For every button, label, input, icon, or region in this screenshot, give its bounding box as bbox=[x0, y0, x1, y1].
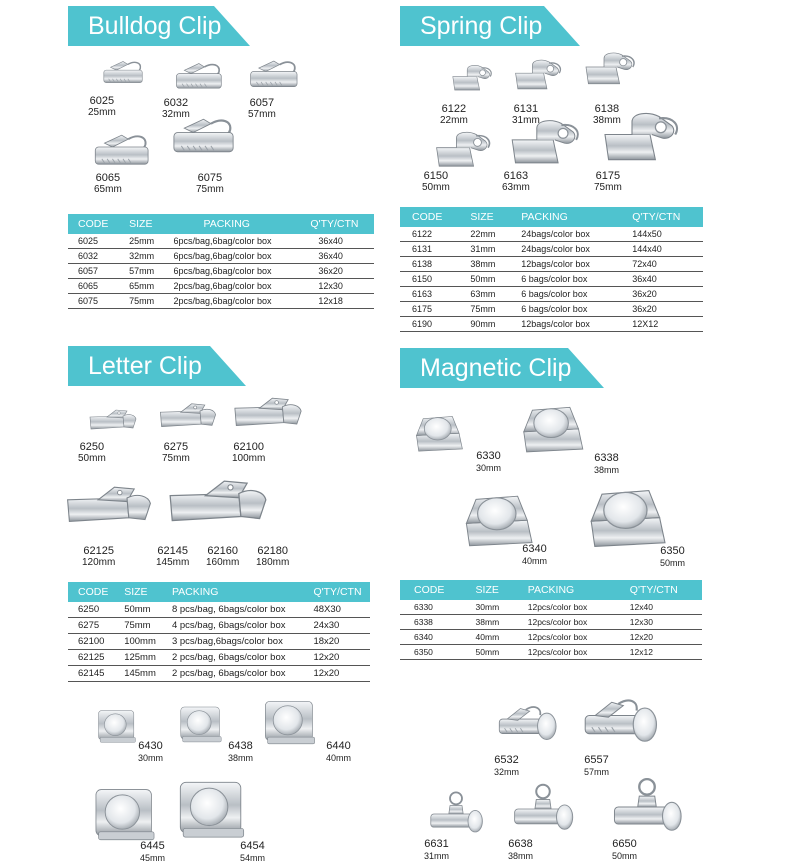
product-code: 6454 bbox=[240, 840, 265, 852]
product-label bbox=[476, 450, 501, 474]
magnetic-square-clip-icon bbox=[178, 700, 224, 748]
product-label bbox=[162, 97, 190, 121]
cell: 6190 bbox=[400, 317, 458, 332]
cell: 24x30 bbox=[303, 618, 370, 634]
table-row bbox=[400, 615, 702, 630]
cell: 3 pcs/bag,6bags/color box bbox=[162, 634, 304, 650]
product-size: 38mm bbox=[593, 115, 621, 126]
table-row bbox=[400, 317, 703, 332]
column-header: Q'TY/CTN bbox=[616, 580, 702, 600]
spring-clip-icon bbox=[510, 54, 566, 98]
cell: 2 pcs/bag, 6bags/color box bbox=[162, 666, 304, 682]
table-row bbox=[68, 264, 374, 279]
cell: 6150 bbox=[400, 272, 458, 287]
cell: 62125 bbox=[68, 650, 114, 666]
table-row bbox=[68, 249, 374, 264]
product-code: 6057 bbox=[249, 97, 275, 109]
section-title: Spring Clip bbox=[420, 11, 543, 40]
magnetic-bulldog-clip-icon bbox=[508, 782, 578, 836]
cell: 36x40 bbox=[300, 234, 374, 249]
cell: 75mm bbox=[119, 294, 163, 309]
magnetic-square-clip-icon bbox=[262, 694, 318, 750]
cell: 6032 bbox=[68, 249, 119, 264]
product-label bbox=[78, 441, 106, 465]
product-label bbox=[494, 754, 519, 778]
product-size: 38mm bbox=[228, 753, 254, 763]
bulldog-spec-table bbox=[68, 214, 374, 309]
product-label bbox=[140, 840, 165, 864]
product-size: 57mm bbox=[584, 767, 610, 777]
cell: 145mm bbox=[114, 666, 162, 682]
product-label bbox=[508, 838, 533, 862]
product-label bbox=[232, 441, 265, 465]
cell: 12pcs/color box bbox=[514, 630, 616, 645]
cell: 75mm bbox=[458, 302, 509, 317]
table-header-row bbox=[68, 214, 374, 234]
cell: 65mm bbox=[119, 279, 163, 294]
product-label bbox=[138, 740, 163, 764]
product-code: 6122 bbox=[441, 103, 467, 115]
table-row bbox=[68, 634, 370, 650]
spring-clip-banner bbox=[400, 6, 580, 46]
cell: 62145 bbox=[68, 666, 114, 682]
column-header: SIZE bbox=[462, 580, 514, 600]
product-code: 62180 bbox=[257, 545, 288, 557]
cell: 6075 bbox=[68, 294, 119, 309]
cell: 12pcs/color box bbox=[514, 645, 616, 660]
product-size: 22mm bbox=[440, 115, 468, 126]
cell: 2 pcs/bag, 6bags/color box bbox=[162, 650, 304, 666]
cell: 36x40 bbox=[300, 249, 374, 264]
magnetic-bulldog-clip-icon bbox=[494, 700, 560, 750]
section-title: Bulldog Clip bbox=[88, 11, 222, 40]
cell: 24bags/color box bbox=[509, 242, 620, 257]
product-code: 6032 bbox=[163, 97, 189, 109]
cell: 36x40 bbox=[620, 272, 703, 287]
cell: 6350 bbox=[400, 645, 462, 660]
table-row bbox=[400, 242, 703, 257]
product-label bbox=[228, 740, 253, 764]
cell: 36x20 bbox=[620, 287, 703, 302]
product-size: 120mm bbox=[82, 557, 116, 568]
cell: 6pcs/bag,6bag/color box bbox=[163, 264, 300, 279]
cell: 12x30 bbox=[300, 279, 374, 294]
product-label bbox=[440, 103, 468, 127]
table-row bbox=[68, 294, 374, 309]
cell: 6138 bbox=[400, 257, 458, 272]
magnetic-clip-icon bbox=[518, 396, 590, 456]
cell: 6 bags/color box bbox=[509, 302, 620, 317]
product-label bbox=[584, 754, 609, 778]
cell: 12x20 bbox=[616, 630, 702, 645]
cell: 12x40 bbox=[616, 600, 702, 615]
product-label bbox=[594, 170, 622, 194]
cell: 6057 bbox=[68, 264, 119, 279]
cell: 144x50 bbox=[620, 227, 703, 242]
product-code: 6631 bbox=[424, 838, 449, 850]
cell: 6338 bbox=[400, 615, 462, 630]
product-code: 6338 bbox=[594, 452, 619, 464]
cell: 50mm bbox=[114, 602, 162, 618]
table-row bbox=[400, 287, 703, 302]
bulldog-clip-banner bbox=[68, 6, 250, 46]
column-header: SIZE bbox=[119, 214, 163, 234]
cell: 12x20 bbox=[303, 666, 370, 682]
magnetic-clip-icon bbox=[584, 476, 674, 552]
bulldog-clip-icon bbox=[246, 55, 304, 95]
table-header-row bbox=[400, 580, 702, 600]
product-label bbox=[206, 545, 239, 569]
product-size: 38mm bbox=[594, 465, 620, 475]
bulldog-clip-icon bbox=[100, 58, 148, 88]
product-code: 6065 bbox=[95, 172, 121, 184]
letter-clip-banner bbox=[68, 346, 246, 386]
product-code: 6340 bbox=[522, 543, 547, 555]
magnetic-bulldog-clip-icon bbox=[424, 790, 488, 838]
product-size: 145mm bbox=[156, 557, 190, 568]
spring-clip-icon bbox=[430, 126, 496, 176]
table-header-row bbox=[68, 582, 370, 602]
cell: 6pcs/bag,6bag/color box bbox=[163, 234, 300, 249]
cell: 40mm bbox=[462, 630, 514, 645]
cell: 125mm bbox=[114, 650, 162, 666]
cell: 30mm bbox=[462, 600, 514, 615]
product-code: 6638 bbox=[508, 838, 533, 850]
product-code: 6650 bbox=[612, 838, 637, 850]
column-header: PACKING bbox=[162, 582, 304, 602]
cell: 90mm bbox=[458, 317, 509, 332]
product-size: 63mm bbox=[502, 182, 530, 193]
spring-clip-icon bbox=[448, 60, 496, 98]
letter-clip-icon bbox=[64, 478, 154, 536]
product-code: 62160 bbox=[207, 545, 238, 557]
cell: 4 pcs/bag, 6bags/color box bbox=[162, 618, 304, 634]
product-code: 62100 bbox=[233, 441, 264, 453]
cell: 36x20 bbox=[300, 264, 374, 279]
cell: 31mm bbox=[458, 242, 509, 257]
product-label bbox=[593, 103, 621, 127]
cell: 6275 bbox=[68, 618, 114, 634]
column-header: Q'TY/CTN bbox=[300, 214, 374, 234]
product-code: 6445 bbox=[140, 840, 165, 852]
cell: 12bags/color box bbox=[509, 257, 620, 272]
product-size: 30mm bbox=[476, 463, 502, 473]
product-code: 6025 bbox=[89, 95, 115, 107]
table-row bbox=[68, 279, 374, 294]
product-label bbox=[82, 545, 115, 569]
product-code: 6275 bbox=[163, 441, 189, 453]
table-row bbox=[400, 645, 702, 660]
magnetic-clip-banner bbox=[400, 348, 604, 388]
product-size: 160mm bbox=[206, 557, 240, 568]
product-size: 40mm bbox=[522, 556, 548, 566]
product-code: 6075 bbox=[197, 172, 223, 184]
cell: 2pcs/bag,6bag/color box bbox=[163, 294, 300, 309]
cell: 12x20 bbox=[303, 650, 370, 666]
cell: 8 pcs/bag, 6bags/color box bbox=[162, 602, 304, 618]
letter-clip-icon bbox=[88, 404, 138, 438]
cell: 72x40 bbox=[620, 257, 703, 272]
product-label bbox=[326, 740, 351, 764]
product-code: 6330 bbox=[476, 450, 501, 462]
section-title: Letter Clip bbox=[88, 351, 202, 380]
cell: 36x20 bbox=[620, 302, 703, 317]
cell: 18x20 bbox=[303, 634, 370, 650]
table-row bbox=[400, 630, 702, 645]
product-label bbox=[156, 545, 189, 569]
column-header: Q'TY/CTN bbox=[620, 207, 703, 227]
cell: 12pcs/color box bbox=[514, 615, 616, 630]
cell: 6 bags/color box bbox=[509, 272, 620, 287]
magnetic-bulldog-clip-icon bbox=[578, 694, 662, 752]
magnetic-bulldog-clip-icon bbox=[606, 776, 688, 838]
product-size: 31mm bbox=[424, 851, 450, 861]
cell: 12bags/color box bbox=[509, 317, 620, 332]
product-size: 75mm bbox=[196, 184, 224, 195]
cell: 12X12 bbox=[620, 317, 703, 332]
cell: 6pcs/bag,6bag/color box bbox=[163, 249, 300, 264]
table-row bbox=[68, 602, 370, 618]
cell: 57mm bbox=[119, 264, 163, 279]
product-size: 65mm bbox=[94, 184, 122, 195]
spring-spec-table bbox=[400, 207, 703, 332]
column-header: CODE bbox=[68, 214, 119, 234]
letter-clip-icon bbox=[166, 470, 270, 538]
column-header: CODE bbox=[400, 207, 458, 227]
table-row bbox=[68, 666, 370, 682]
letter-spec-table bbox=[68, 582, 370, 682]
product-size: 100mm bbox=[232, 453, 266, 464]
cell: 62100 bbox=[68, 634, 114, 650]
section-title: Magnetic Clip bbox=[420, 353, 572, 382]
cell: 2pcs/bag,6bag/color box bbox=[163, 279, 300, 294]
cell: 100mm bbox=[114, 634, 162, 650]
cell: 6122 bbox=[400, 227, 458, 242]
product-code: 6532 bbox=[494, 754, 519, 766]
product-size: 50mm bbox=[612, 851, 638, 861]
product-size: 50mm bbox=[78, 453, 106, 464]
column-header: CODE bbox=[68, 582, 114, 602]
product-code: 6150 bbox=[423, 170, 449, 182]
cell: 12x30 bbox=[616, 615, 702, 630]
product-code: 6557 bbox=[584, 754, 609, 766]
product-code: 6250 bbox=[79, 441, 105, 453]
product-size: 45mm bbox=[140, 853, 166, 863]
product-size: 75mm bbox=[162, 453, 190, 464]
cell: 38mm bbox=[462, 615, 514, 630]
table-row bbox=[400, 257, 703, 272]
magnetic-clip-icon bbox=[412, 408, 468, 454]
cell: 6025 bbox=[68, 234, 119, 249]
product-size: 50mm bbox=[422, 182, 450, 193]
product-code: 6438 bbox=[228, 740, 253, 752]
magnetic-square-clip-icon bbox=[92, 780, 158, 848]
product-label bbox=[660, 545, 685, 569]
product-code: 6131 bbox=[513, 103, 539, 115]
cell: 50mm bbox=[462, 645, 514, 660]
product-size: 31mm bbox=[512, 115, 540, 126]
product-size: 32mm bbox=[162, 109, 190, 120]
cell: 6340 bbox=[400, 630, 462, 645]
table-row bbox=[68, 618, 370, 634]
cell: 6 bags/color box bbox=[509, 287, 620, 302]
table-row bbox=[400, 302, 703, 317]
product-label bbox=[196, 172, 224, 196]
cell: 6163 bbox=[400, 287, 458, 302]
product-label bbox=[88, 95, 116, 119]
cell: 48X30 bbox=[303, 602, 370, 618]
product-size: 54mm bbox=[240, 853, 266, 863]
product-code: 6440 bbox=[326, 740, 351, 752]
product-code: 62125 bbox=[83, 545, 114, 557]
magnetic-square-clip-icon bbox=[96, 704, 138, 748]
cell: 6250 bbox=[68, 602, 114, 618]
cell: 144x40 bbox=[620, 242, 703, 257]
column-header: CODE bbox=[400, 580, 462, 600]
table-row bbox=[68, 650, 370, 666]
magnetic-clip-icon bbox=[460, 484, 540, 550]
product-label bbox=[424, 838, 449, 862]
cell: 22mm bbox=[458, 227, 509, 242]
column-header: Q'TY/CTN bbox=[303, 582, 370, 602]
spring-clip-icon bbox=[580, 46, 640, 94]
cell: 6175 bbox=[400, 302, 458, 317]
product-size: 25mm bbox=[88, 107, 116, 118]
cell: 6065 bbox=[68, 279, 119, 294]
product-label bbox=[256, 545, 289, 569]
column-header: PACKING bbox=[163, 214, 300, 234]
product-code: 6138 bbox=[594, 103, 620, 115]
product-label bbox=[248, 97, 276, 121]
product-code: 6350 bbox=[660, 545, 685, 557]
column-header: SIZE bbox=[458, 207, 509, 227]
product-size: 40mm bbox=[326, 753, 352, 763]
product-code: 6175 bbox=[595, 170, 621, 182]
table-row bbox=[400, 272, 703, 287]
product-label bbox=[240, 840, 265, 864]
product-label bbox=[522, 543, 547, 567]
magnetic-square-clip-icon bbox=[176, 772, 248, 846]
bulldog-clip-icon bbox=[90, 128, 156, 174]
product-size: 75mm bbox=[594, 182, 622, 193]
cell: 38mm bbox=[458, 257, 509, 272]
cell: 50mm bbox=[458, 272, 509, 287]
cell: 32mm bbox=[119, 249, 163, 264]
cell: 6330 bbox=[400, 600, 462, 615]
product-code: 6430 bbox=[138, 740, 163, 752]
product-code: 62145 bbox=[157, 545, 188, 557]
product-label bbox=[612, 838, 637, 862]
product-code: 6163 bbox=[503, 170, 529, 182]
product-size: 50mm bbox=[660, 558, 686, 568]
product-size: 38mm bbox=[508, 851, 534, 861]
table-row bbox=[68, 234, 374, 249]
product-label bbox=[502, 170, 530, 194]
column-header: SIZE bbox=[114, 582, 162, 602]
cell: 63mm bbox=[458, 287, 509, 302]
table-header-row bbox=[400, 207, 703, 227]
cell: 12x12 bbox=[616, 645, 702, 660]
magnetic-spec-table bbox=[400, 580, 702, 660]
product-label bbox=[594, 452, 619, 476]
cell: 75mm bbox=[114, 618, 162, 634]
product-size: 57mm bbox=[248, 109, 276, 120]
cell: 12pcs/color box bbox=[514, 600, 616, 615]
product-label bbox=[94, 172, 122, 196]
cell: 12x18 bbox=[300, 294, 374, 309]
cell: 25mm bbox=[119, 234, 163, 249]
column-header: PACKING bbox=[509, 207, 620, 227]
bulldog-clip-icon bbox=[172, 60, 228, 94]
product-size: 30mm bbox=[138, 753, 164, 763]
product-size: 180mm bbox=[256, 557, 290, 568]
table-row bbox=[400, 227, 703, 242]
product-size: 32mm bbox=[494, 767, 520, 777]
product-label bbox=[422, 170, 450, 194]
cell: 24bags/color box bbox=[509, 227, 620, 242]
cell: 6131 bbox=[400, 242, 458, 257]
table-row bbox=[400, 600, 702, 615]
letter-clip-icon bbox=[232, 390, 304, 438]
product-label bbox=[512, 103, 540, 127]
column-header: PACKING bbox=[514, 580, 616, 600]
letter-clip-icon bbox=[158, 396, 218, 438]
product-label bbox=[162, 441, 190, 465]
